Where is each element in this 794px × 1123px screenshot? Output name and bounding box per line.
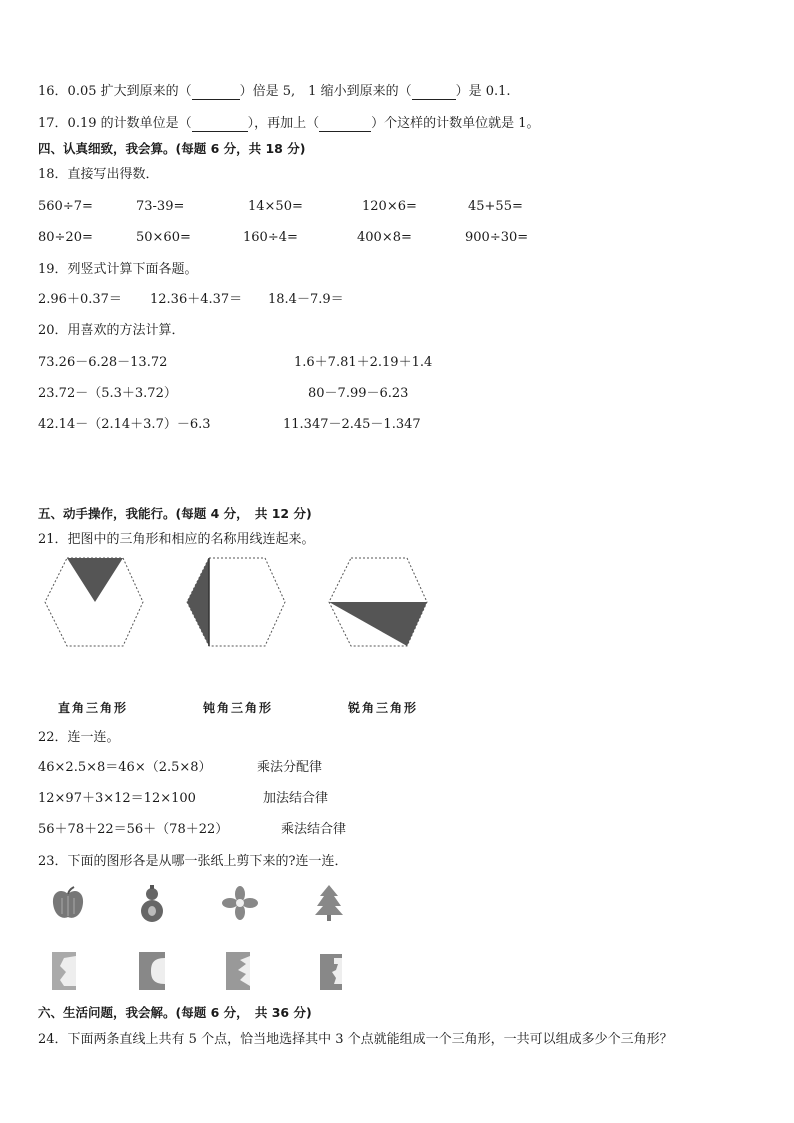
calc-item: 42.14－（2.14＋3.7）－6.3 — [38, 417, 211, 432]
label-obtuse-triangle: 钝角三角形 — [203, 701, 274, 715]
calc-item: 12.36＋4.37＝ — [150, 292, 243, 307]
calc-item: 11.347－2.45－1.347 — [283, 417, 421, 432]
folded-paper-2-icon — [137, 950, 167, 992]
question-17: 17．0.19 的计数单位是（ ），再加上（ ）个这样的计数单位就是 1。 — [38, 116, 540, 131]
hexagon-acute-triangle-figure — [324, 555, 434, 651]
hexagon-right-triangle-figure — [40, 555, 150, 651]
gourd-shape-icon — [138, 884, 166, 924]
equation-item: 56＋78＋22＝56＋（78＋22） — [38, 822, 229, 837]
calc-item: 14×50= — [248, 199, 303, 214]
calc-item: 23.72－（5.3＋3.72） — [38, 386, 177, 401]
calc-item: 120×6= — [362, 199, 417, 214]
law-name-item: 加法结合律 — [263, 791, 329, 806]
equation-item: 12×97＋3×12＝12×100 — [38, 791, 196, 806]
answer-blank[interactable] — [192, 87, 240, 100]
apple-shape-icon — [50, 886, 86, 922]
flower-shape-icon — [222, 886, 258, 920]
question-23-title: 23．下面的图形各是从哪一张纸上剪下来的?连一连． — [38, 854, 348, 869]
section-heading-6: 六、生活问题，我会解。(每题 6 分， 共 36 分) — [38, 1005, 312, 1020]
question-20-title: 20．用喜欢的方法计算． — [38, 323, 185, 338]
question-18-title: 18．直接写出得数． — [38, 167, 159, 182]
folded-paper-1-icon — [50, 950, 78, 992]
law-name-item: 乘法结合律 — [281, 822, 347, 837]
question-16: 16．0.05 扩大到原来的（ ）倍是 5, 1 缩小到原来的（ ）是 0.1. — [38, 84, 511, 99]
calc-item: 80÷20= — [38, 230, 93, 245]
answer-blank[interactable] — [192, 119, 248, 132]
calc-item: 73.26－6.28－13.72 — [38, 355, 168, 370]
calc-item: 160÷4= — [243, 230, 298, 245]
answer-blank[interactable] — [319, 119, 371, 132]
calc-item: 80－7.99－6.23 — [308, 386, 409, 401]
folded-paper-4-icon — [316, 950, 344, 992]
calc-item: 2.96＋0.37＝ — [38, 292, 122, 307]
question-24: 24．下面两条直线上共有 5 个点，恰当地选择其中 3 个点就能组成一个三角形，一共可以组成多少个三角形？ — [38, 1032, 673, 1047]
calc-item: 400×8= — [357, 230, 412, 245]
calc-item: 50×60= — [136, 230, 191, 245]
section-heading-4: 四、认真细致，我会算。(每题 6 分，共 18 分) — [38, 141, 306, 156]
question-19-title: 19．列竖式计算下面各题。 — [38, 262, 198, 277]
hexagon-obtuse-triangle-figure — [182, 555, 292, 651]
question-22-title: 22．连一连。 — [38, 730, 120, 745]
calc-item: 45+55= — [468, 199, 523, 214]
calc-item: 18.4－7.9＝ — [268, 292, 344, 307]
calc-item: 900÷30= — [465, 230, 529, 245]
calc-item: 73-39= — [136, 199, 185, 214]
law-name-item: 乘法分配律 — [257, 760, 323, 775]
section-heading-5: 五、动手操作，我能行。(每题 4 分， 共 12 分) — [38, 506, 312, 521]
answer-blank[interactable] — [412, 87, 456, 100]
calc-item: 1.6＋7.81＋2.19＋1.4 — [294, 355, 433, 370]
equation-item: 46×2.5×8＝46×（2.5×8） — [38, 760, 212, 775]
tree-shape-icon — [314, 884, 344, 922]
label-right-triangle: 直角三角形 — [58, 701, 129, 715]
folded-paper-3-icon — [224, 950, 252, 992]
question-21-title: 21．把图中的三角形和相应的名称用线连起来。 — [38, 532, 315, 547]
calc-item: 560÷7= — [38, 199, 93, 214]
label-acute-triangle: 锐角三角形 — [348, 701, 419, 715]
